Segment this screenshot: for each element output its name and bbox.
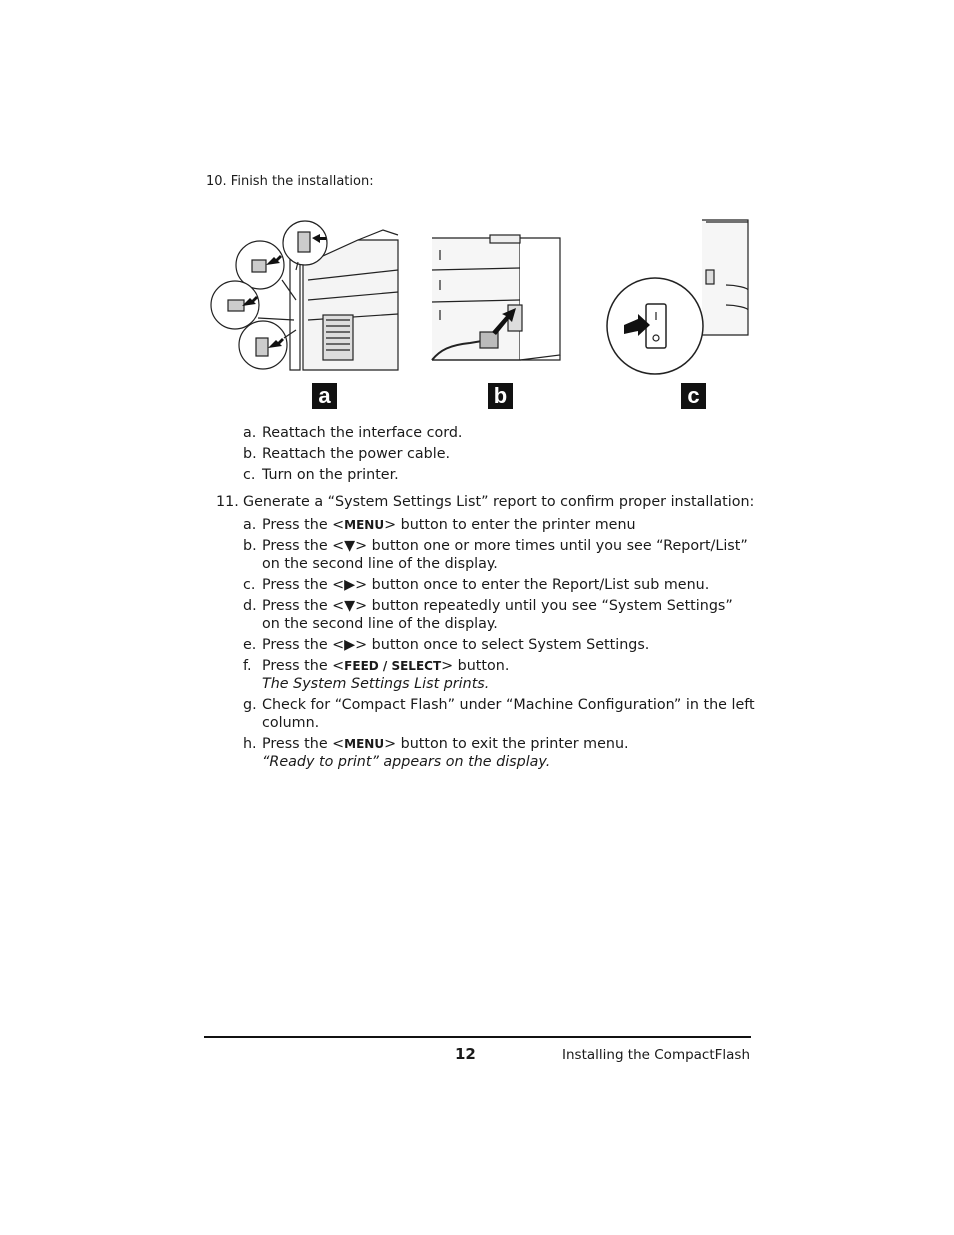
menu-key-label: MENU	[344, 737, 385, 751]
item-text: Reattach the power cable.	[262, 446, 451, 462]
item-text-pre: Press the <	[262, 517, 345, 533]
step-11-item-g	[243, 696, 755, 714]
step-11-heading	[216, 493, 754, 511]
step-11-item-c	[243, 576, 709, 594]
step-11-item-h	[243, 735, 629, 753]
step-11-item-d-continuation: on the second line of the display.	[262, 616, 498, 632]
item-text: Press the <▼> button one or more times until you see “Report/List”	[262, 538, 748, 554]
item-letter: e.	[243, 637, 257, 653]
figure-b-power-cable-illustration	[430, 210, 570, 370]
running-title: Installing the CompactFlash	[562, 1047, 751, 1063]
item-letter: h.	[243, 736, 257, 752]
item-letter: f.	[243, 658, 252, 674]
step-10-item-b	[243, 445, 450, 463]
item-letter: b.	[243, 538, 257, 554]
figure-c-power-switch-illustration	[606, 210, 750, 375]
step-11-item-a	[243, 516, 636, 534]
item-text-pre: Press the <	[262, 736, 345, 752]
item-text-post: > button to enter the printer menu	[384, 517, 636, 533]
feed-select-key-label: FEED / SELECT	[344, 659, 442, 673]
item-letter: d.	[243, 598, 257, 614]
item-text: Press the <▶> button once to enter the Report/List sub menu.	[262, 577, 710, 593]
item-text-post: > button.	[441, 658, 510, 674]
item-text: Press the <▼> button repeatedly until you see “System Settings”	[262, 598, 733, 614]
item-text: Reattach the interface cord.	[262, 425, 463, 441]
item-letter: g.	[243, 697, 257, 713]
step-11-item-e	[243, 636, 649, 654]
item-text: Turn on the printer.	[262, 467, 399, 483]
item-text-post: > button to exit the printer menu.	[384, 736, 629, 752]
step-10-heading: 10. Finish the installation:	[206, 174, 374, 189]
item-letter: c.	[243, 577, 256, 593]
item-text: Check for “Compact Flash” under “Machine Configuration” in the left	[262, 697, 755, 713]
step-11-item-f-result: The System Settings List prints.	[262, 676, 490, 692]
menu-key-label: MENU	[344, 518, 385, 532]
step-11-item-d	[243, 597, 733, 615]
item-letter: a.	[243, 517, 257, 533]
step-10-item-a	[243, 424, 462, 442]
step-text: Generate a “System Settings List” report to confirm proper installation:	[243, 494, 755, 510]
page-number: 12	[455, 1045, 476, 1063]
step-11-item-h-result: “Ready to print” appears on the display.	[262, 754, 551, 770]
step-11-item-b-continuation: on the second line of the display.	[262, 556, 498, 572]
item-letter: b.	[243, 446, 257, 462]
item-text-pre: Press the <	[262, 658, 345, 674]
step-11-item-g-continuation: column.	[262, 715, 320, 731]
item-text: Press the <▶> button once to select System Settings.	[262, 637, 650, 653]
figure-label-a: a	[312, 383, 337, 409]
step-11-item-b	[243, 537, 748, 555]
figure-label-b: b	[488, 383, 513, 409]
footer-rule	[204, 1036, 751, 1038]
step-number: 11.	[216, 494, 239, 510]
figure-label-c: c	[681, 383, 706, 409]
step-10-item-c	[243, 466, 399, 484]
item-letter: a.	[243, 425, 257, 441]
item-letter: c.	[243, 467, 256, 483]
step-11-item-f	[243, 657, 509, 675]
figure-a-interface-cord-illustration	[208, 210, 400, 375]
